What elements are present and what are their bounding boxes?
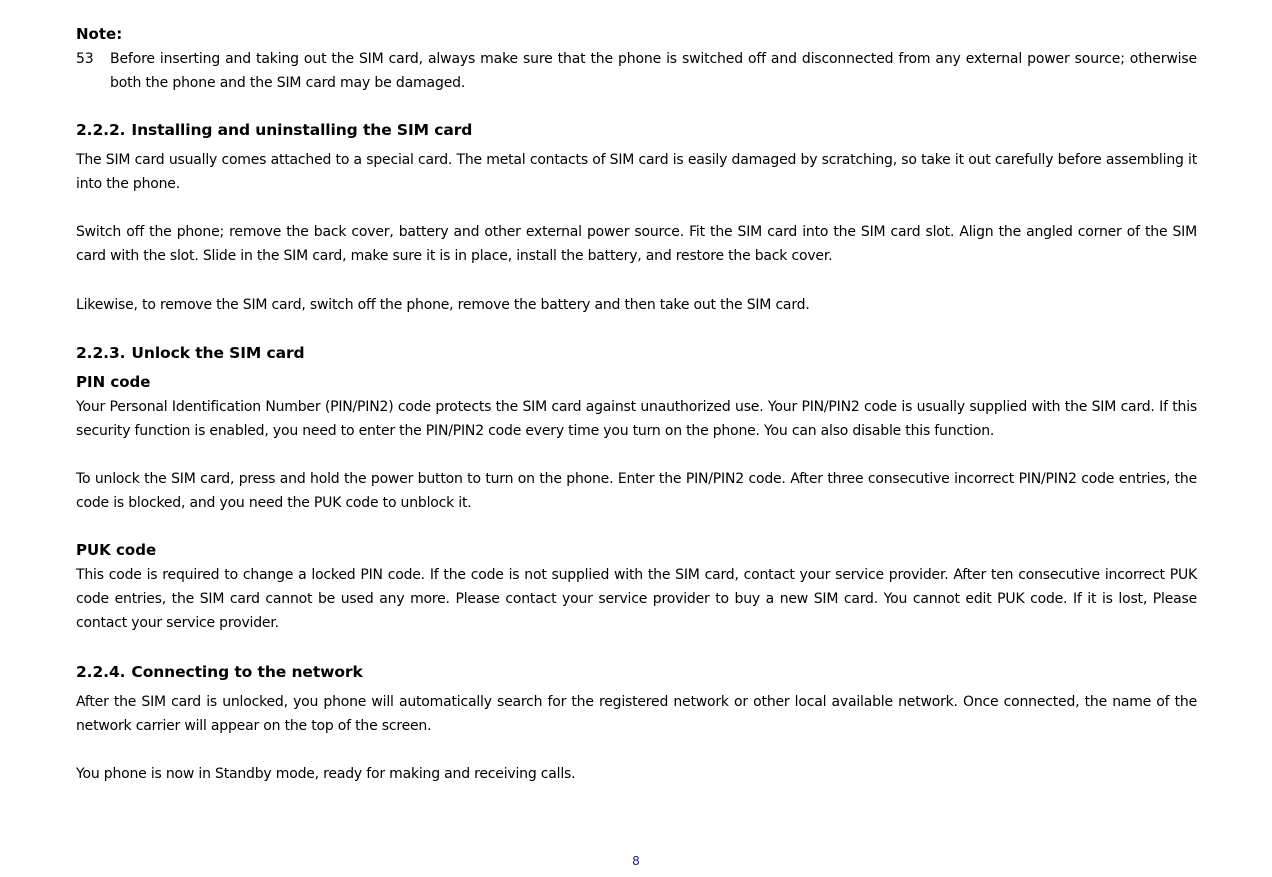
paragraph: You phone is now in Standby mode, ready for making and receiving calls. xyxy=(76,766,576,782)
section-number: 2.2.2. xyxy=(76,121,126,139)
paragraph: The SIM card usually comes attached to a special card. The metal contacts of SIM card is easily damaged by scratching, so take it out carefully before assembling it into the phone. xyxy=(76,152,1197,192)
section-number: 2.2.3. xyxy=(76,344,126,362)
section-number: 2.2.4. xyxy=(76,663,126,681)
section-heading-network xyxy=(76,662,363,682)
paragraph: Your Personal Identification Number (PIN/PIN2) code protects the SIM card against unauthorized use. Your PIN/PIN2 code is usually supplied with the SIM card. If this security function is enabled, you need to enter the PIN/PIN2 code every time you turn on the phone. You can also disable this function. xyxy=(76,399,1197,439)
paragraph: Likewise, to remove the SIM card, switch off the phone, remove the battery and then take out the SIM card. xyxy=(76,297,810,313)
note-item xyxy=(76,47,1197,95)
section-heading-unlock xyxy=(76,343,305,363)
subheading-puk-code: PUK code xyxy=(76,541,157,559)
section-heading-installing xyxy=(76,120,472,140)
paragraph: To unlock the SIM card, press and hold the power button to turn on the phone. Enter the PIN/PIN2 code. After three consecutive incorrect PIN/PIN2 code entries, the code is blocked, and you need the PUK code to unblock it. xyxy=(76,471,1197,511)
section-title: Unlock the SIM card xyxy=(131,344,305,362)
note-item-text: Before inserting and taking out the SIM card, always make sure that the phone is switched off and disconnected from any external power source; otherwise both the phone and the SIM card may be damaged. xyxy=(110,51,1197,91)
paragraph: Switch off the phone; remove the back cover, battery and other external power source. Fit the SIM card into the SIM card slot. Align the angled corner of the SIM card with the slot. Slide in the SIM card, make sure it is in place, install the battery, and restore the back cover. xyxy=(76,224,1197,264)
subheading-pin-code: PIN code xyxy=(76,373,151,391)
section-title: Installing and uninstalling the SIM card xyxy=(131,121,473,139)
note-item-number: 53 xyxy=(76,51,94,67)
page-number: 8 xyxy=(632,854,640,868)
note-title: Note: xyxy=(76,25,123,43)
paragraph: This code is required to change a locked PIN code. If the code is not supplied with the SIM card, contact your service provider. After ten consecutive incorrect PUK code entries, the SIM card cannot be used any more. Please contact your service provider to buy a new SIM card. You cannot edit PUK code. If it is lost, Please contact your service provider. xyxy=(76,567,1197,631)
section-title: Connecting to the network xyxy=(131,663,363,681)
paragraph: After the SIM card is unlocked, you phone will automatically search for the registered network or other local available network. Once connected, the name of the network carrier will appear on the top of the screen. xyxy=(76,694,1197,734)
